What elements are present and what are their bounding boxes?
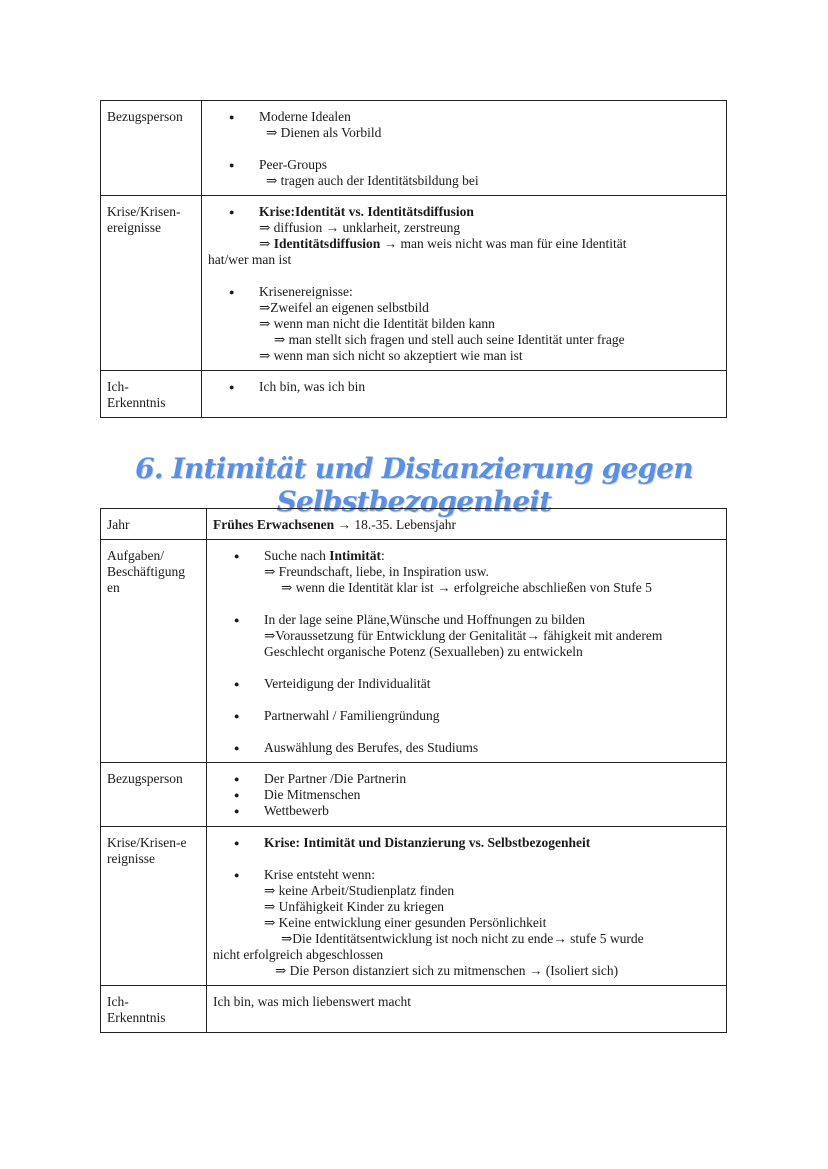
list-subitem: ⇒ wenn man sich nicht so akzeptiert wie man ist — [259, 348, 523, 363]
list-subitem — [208, 236, 720, 252]
list-subitem: ⇒ Freundschaft, liebe, in Inspiration usw. — [264, 564, 489, 579]
row-label — [101, 196, 202, 371]
list-subitem-continued: nicht erfolgreich abgeschlossen — [213, 947, 384, 962]
table-stage-5 — [100, 100, 727, 418]
row-content — [202, 101, 727, 196]
list-subitem: ⇒ Unfähigkeit Kinder zu kriegen — [264, 899, 445, 914]
list-subitem: ⇒ tragen auch der Identitätsbildung bei — [266, 173, 479, 188]
list-subitem: ⇒ Keine entwicklung einer gesunden Persönlichkeit — [264, 915, 547, 930]
list-item: ● Krisenereignisse: — [208, 284, 720, 300]
list-item: ● In der lage seine Pläne,Wünsche und Hoffnungen zu bilden — [213, 612, 720, 628]
table-row — [101, 196, 727, 371]
label-line: Aufgaben/ — [107, 548, 164, 563]
row-content — [207, 540, 727, 763]
item-text: Suche nach — [264, 548, 330, 563]
list-subitem-continued: hat/wer man ist — [208, 252, 292, 267]
list-item: ● Partnerwahl / Familiengründung — [213, 708, 720, 724]
row-content — [202, 371, 727, 418]
age-range: → 18.-35. Lebensjahr — [334, 517, 456, 532]
label-line: ereignisse — [107, 220, 161, 235]
list-item: ● Der Partner /Die Partnerin — [213, 771, 720, 787]
list-subitem: ⇒ wenn die Identität klar ist → erfolgreiche abschließen von Stufe 5 — [281, 580, 652, 595]
list-subitem: ⇒Zweifel an eigenen selbstbild — [259, 300, 429, 315]
table-row — [101, 101, 727, 196]
row-label: Bezugsperson — [101, 763, 207, 827]
table-stage-6 — [100, 508, 727, 1033]
table-row — [101, 827, 727, 986]
label-line: Krise/Krisen- — [107, 204, 181, 219]
label-line: Erkenntnis — [107, 395, 166, 410]
list-item: ● Auswählung des Berufes, des Studiums — [213, 740, 720, 756]
row-label — [101, 986, 207, 1033]
label-line: Beschäftigung — [107, 564, 185, 579]
list-subitem: ⇒Die Identitätsentwicklung ist noch nicht zu ende→ stufe 5 wurde — [281, 931, 644, 946]
list-item: ● Ich bin, was ich bin — [208, 379, 720, 395]
row-label: Jahr — [101, 509, 207, 540]
table-row — [101, 540, 727, 763]
table-row — [101, 986, 727, 1033]
list-item: ● Wettbewerb — [213, 803, 720, 819]
list-subitem: ⇒ Dienen als Vorbild — [266, 125, 382, 140]
section-heading: 6. Intimität und Distanzierung gegen Selbstbezogenheit — [135, 452, 693, 518]
list-subitem: Geschlecht organische Potenz (Sexualleben) zu entwickeln — [264, 644, 583, 659]
label-line: Krise/Krisen-e — [107, 835, 187, 850]
item-text: : — [380, 548, 385, 563]
label-line: Ich- — [107, 379, 129, 394]
table-row — [101, 763, 727, 827]
list-subitem: ⇒ keine Arbeit/Studienplatz finden — [264, 883, 455, 898]
list-item: ● Moderne Idealen — [208, 109, 720, 125]
life-phase: Frühes Erwachsenen — [213, 517, 335, 532]
bold-term: Identitätsdiffusion — [273, 236, 381, 251]
list-subitem: ⇒ Die Person distanziert sich zu mitmenschen → (Isoliert sich) — [275, 963, 619, 978]
bold-term: Intimität — [329, 548, 381, 563]
list-subitem: ⇒ man stellt sich fragen und stell auch seine Identität unter frage — [274, 332, 625, 347]
label-line: Ich- — [107, 994, 129, 1009]
list-subitem: ⇒ wenn man nicht die Identität bilden kann — [259, 316, 495, 331]
arrow-prefix: ⇒ — [259, 236, 274, 251]
row-label: Bezugsperson — [101, 101, 202, 196]
list-subitem: ⇒Voraussetzung für Entwicklung der Genitalität→ fähigkeit mit anderem — [264, 628, 663, 643]
crisis-title: ● Krise: Intimität und Distanzierung vs. Selbstbezogenheit — [213, 835, 720, 851]
label-line: Erkenntnis — [107, 1010, 166, 1025]
row-content: Ich bin, was mich liebenswert macht — [207, 986, 727, 1033]
list-item: ● Die Mitmenschen — [213, 787, 720, 803]
row-label — [101, 540, 207, 763]
row-label — [101, 371, 202, 418]
table-row — [101, 371, 727, 418]
term-explanation: → man weis nicht was man für eine Identität — [380, 236, 627, 251]
label-line: en — [107, 580, 120, 595]
row-content — [207, 827, 727, 986]
list-item: ● Krise entsteht wenn: — [213, 867, 720, 883]
table-row — [101, 509, 727, 540]
list-item — [213, 548, 720, 564]
list-item: ● Verteidigung der Individualität — [213, 676, 720, 692]
crisis-title: ● Krise:Identität vs. Identitätsdiffusion — [208, 204, 720, 220]
row-content — [202, 196, 727, 371]
row-content — [207, 509, 727, 540]
list-subitem: ⇒ diffusion → unklarheit, zerstreung — [259, 220, 461, 235]
row-content — [207, 763, 727, 827]
label-line: reignisse — [107, 851, 155, 866]
list-item: ● Peer-Groups — [208, 157, 720, 173]
row-label — [101, 827, 207, 986]
